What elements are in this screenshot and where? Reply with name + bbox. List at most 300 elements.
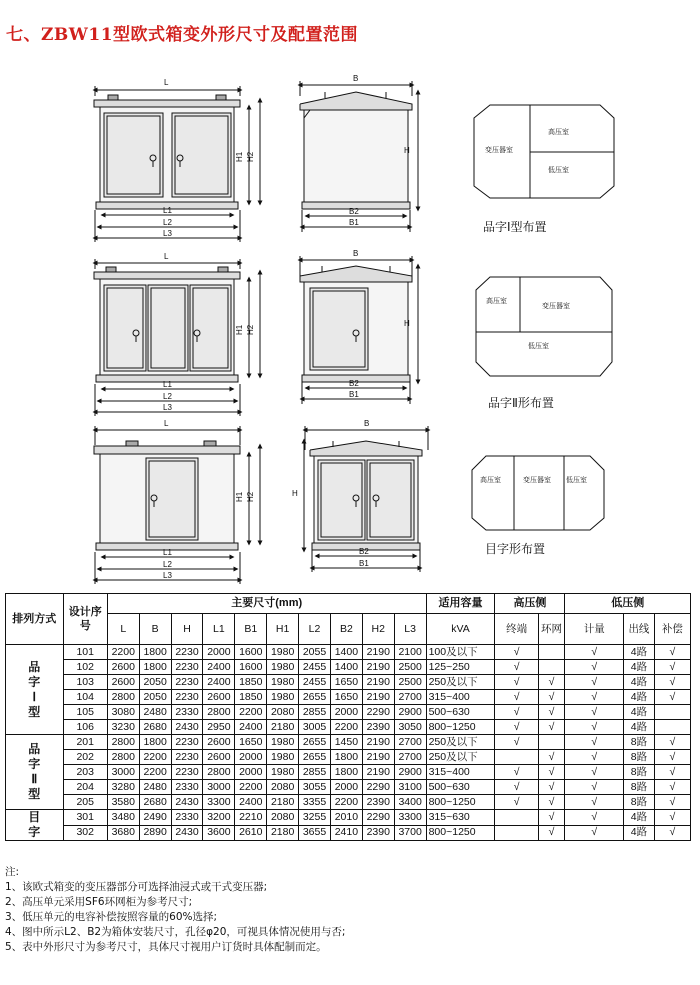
layout2-caption: 品字Ⅱ形布置 <box>488 396 554 410</box>
subheader-cell: B1 <box>235 614 267 645</box>
table-cell: 2010 <box>330 810 362 826</box>
table-row <box>6 705 691 720</box>
table-cell: √ <box>565 675 624 690</box>
label-H1-2: H1 <box>235 324 244 335</box>
table-row <box>6 795 691 810</box>
table-cell: 3000 <box>107 765 139 780</box>
label-B-3: B <box>364 419 370 428</box>
table-cell: √ <box>495 765 538 780</box>
table-row <box>6 765 691 780</box>
table-cell: 1800 <box>330 750 362 765</box>
table-cell: √ <box>495 645 538 660</box>
table-cell: 1650 <box>330 690 362 705</box>
layout3-caption: 目字形布置 <box>485 542 546 556</box>
table-cell: 2200 <box>330 795 362 810</box>
table-cell: 4路 <box>624 705 655 720</box>
table-cell: 2330 <box>171 810 203 826</box>
table-cell: 2900 <box>394 705 426 720</box>
table-cell: 8路 <box>624 735 655 750</box>
table-row <box>6 750 691 765</box>
table-cell: √ <box>495 660 538 675</box>
table-cell: √ <box>565 765 624 780</box>
table-cell: 201 <box>63 735 107 750</box>
subheader-cell: H2 <box>362 614 394 645</box>
table-cell: 1980 <box>267 765 299 780</box>
label-H-2: H <box>404 319 410 328</box>
table-cell: 1980 <box>267 645 299 660</box>
header-capacity: 适用容量 <box>426 594 495 614</box>
table-cell: 2230 <box>171 750 203 765</box>
table-cell: 2230 <box>171 645 203 660</box>
table-cell: √ <box>654 690 690 705</box>
table-cell: 106 <box>63 720 107 735</box>
table-cell: 205 <box>63 795 107 810</box>
table-cell: 2600 <box>203 690 235 705</box>
table-cell: 1650 <box>330 675 362 690</box>
subheader-cell: L2 <box>299 614 331 645</box>
table-cell <box>538 735 565 750</box>
table-cell <box>495 825 538 841</box>
label-H2-1: H2 <box>246 151 255 162</box>
table-cell: 3080 <box>107 705 139 720</box>
table-cell: 2190 <box>362 765 394 780</box>
note-heading: 注: <box>5 866 20 878</box>
table-cell: 2180 <box>267 825 299 841</box>
front-view-three-door <box>94 259 260 416</box>
label-L-1: L <box>164 78 169 87</box>
table-cell: √ <box>654 675 690 690</box>
front-view-two-door <box>94 86 260 242</box>
label-L3-1: L3 <box>163 229 172 238</box>
label-B2-1: B2 <box>349 207 359 216</box>
table-row <box>6 735 691 750</box>
table-cell: 8路 <box>624 795 655 810</box>
table-cell: 3680 <box>107 825 139 841</box>
layout2-room-3: 低压室 <box>528 343 549 350</box>
table-cell: √ <box>565 645 624 660</box>
table-cell: √ <box>565 720 624 735</box>
table-cell: 2230 <box>171 735 203 750</box>
table-cell: 2655 <box>299 735 331 750</box>
table-cell: 1980 <box>267 690 299 705</box>
subheader-cell: B <box>139 614 171 645</box>
subheader-cell: H1 <box>267 614 299 645</box>
table-cell: 2655 <box>299 750 331 765</box>
subheader-cell: 出线 <box>624 614 655 645</box>
table-cell: 2500 <box>394 660 426 675</box>
label-B1-3: B1 <box>359 559 369 568</box>
table-cell: √ <box>538 675 565 690</box>
table-cell: 1600 <box>235 660 267 675</box>
header-main-dims: 主要尺寸(mm) <box>107 594 426 614</box>
table-cell: 2390 <box>362 825 394 841</box>
table-cell: √ <box>565 735 624 750</box>
table-cell: √ <box>538 780 565 795</box>
layout2-room-2: 变压器室 <box>542 303 570 310</box>
table-cell: 2190 <box>362 645 394 660</box>
subheader-cell: B2 <box>330 614 362 645</box>
table-cell: √ <box>495 690 538 705</box>
table-row <box>6 810 691 826</box>
table-cell: 204 <box>63 780 107 795</box>
table-cell: 8路 <box>624 780 655 795</box>
table-cell: 1600 <box>235 645 267 660</box>
table-cell: 2400 <box>203 660 235 675</box>
layout2-room-1: 高压室 <box>486 298 507 305</box>
table-cell: 2855 <box>299 705 331 720</box>
table-cell: 4路 <box>624 825 655 841</box>
layout1-room-3: 低压室 <box>548 167 569 174</box>
table-cell: 100及以下 <box>426 645 495 660</box>
table-cell: 2200 <box>330 720 362 735</box>
table-cell: 1800 <box>330 765 362 780</box>
table-cell: 2200 <box>139 750 171 765</box>
label-H-1: H <box>404 146 410 155</box>
table-cell: 2430 <box>171 720 203 735</box>
table-cell: 2490 <box>139 810 171 826</box>
table-cell: 1980 <box>267 750 299 765</box>
table-cell: 3480 <box>107 810 139 826</box>
label-L-2: L <box>164 252 169 261</box>
label-H2-3: H2 <box>246 491 255 502</box>
subheader-cell: 补偿 <box>654 614 690 645</box>
table-cell: 3005 <box>299 720 331 735</box>
table-cell: √ <box>495 705 538 720</box>
table-cell: 2000 <box>330 705 362 720</box>
table-cell: 315~630 <box>426 810 495 826</box>
table-cell <box>538 645 565 660</box>
table-cell: √ <box>565 795 624 810</box>
table-cell: 2410 <box>330 825 362 841</box>
table-cell: 2480 <box>139 705 171 720</box>
table-cell <box>654 720 690 735</box>
table-cell: 2855 <box>299 765 331 780</box>
side-view-1 <box>300 81 418 232</box>
label-H1-3: H1 <box>235 491 244 502</box>
table-cell: 2500 <box>394 675 426 690</box>
table-cell: √ <box>565 750 624 765</box>
note-item: 5、表中外形尺寸为参考尺寸，具体尺寸视用户订货时具体配制而定。 <box>5 941 327 953</box>
table-cell: 4路 <box>624 810 655 826</box>
table-cell: 1650 <box>235 735 267 750</box>
label-L2-3: L2 <box>163 560 172 569</box>
table-cell: 2900 <box>394 765 426 780</box>
table-cell: 4路 <box>624 720 655 735</box>
table-row <box>6 660 691 675</box>
table-cell: 2000 <box>203 645 235 660</box>
table-cell: 2200 <box>235 780 267 795</box>
label-L3-3: L3 <box>163 571 172 580</box>
table-cell: 1800 <box>139 645 171 660</box>
table-cell <box>495 750 538 765</box>
table-cell: 2330 <box>171 705 203 720</box>
table-cell: 2800 <box>107 690 139 705</box>
table-cell: √ <box>565 810 624 826</box>
table-cell: 2390 <box>362 720 394 735</box>
table-cell: 2230 <box>171 660 203 675</box>
table-cell: 2400 <box>235 795 267 810</box>
table-cell: 1980 <box>267 735 299 750</box>
table-cell: 2190 <box>362 660 394 675</box>
header-arrangement: 排列方式 <box>6 594 64 645</box>
layout1-caption: 品字Ⅰ型布置 <box>483 220 547 234</box>
table-cell: √ <box>565 825 624 841</box>
table-cell <box>538 660 565 675</box>
table-cell: 250及以下 <box>426 750 495 765</box>
table-cell: 2200 <box>107 645 139 660</box>
subheader-row <box>6 614 691 645</box>
table-cell: 3300 <box>203 795 235 810</box>
subheader-cell: H <box>171 614 203 645</box>
table-cell: 1400 <box>330 660 362 675</box>
table-cell: √ <box>495 720 538 735</box>
table-cell: 301 <box>63 810 107 826</box>
table-cell: 2100 <box>394 645 426 660</box>
table-cell: 2400 <box>203 675 235 690</box>
layout1-room-2: 高压室 <box>548 129 569 136</box>
layout3-room-2: 变压器室 <box>523 477 551 484</box>
table-cell: 3355 <box>299 795 331 810</box>
table-cell: 103 <box>63 675 107 690</box>
table-cell: 2610 <box>235 825 267 841</box>
table-cell: 4路 <box>624 660 655 675</box>
group-name: 目字 <box>28 810 41 839</box>
label-L2-1: L2 <box>163 218 172 227</box>
group-name-cell <box>6 810 64 841</box>
table-cell: 2190 <box>362 690 394 705</box>
table-cell: 2600 <box>107 675 139 690</box>
table-cell <box>495 810 538 826</box>
table-body <box>6 645 691 841</box>
table-cell: √ <box>654 735 690 750</box>
label-H-3: H <box>292 489 298 498</box>
table-cell: 2600 <box>107 660 139 675</box>
table-cell: 2180 <box>267 795 299 810</box>
table-cell: 2480 <box>139 780 171 795</box>
table-cell: √ <box>495 675 538 690</box>
table-cell: √ <box>538 765 565 780</box>
note-item: 3、低压单元的电容补偿按照容量的60%选择; <box>5 911 218 923</box>
table-cell: 2890 <box>139 825 171 841</box>
label-H1-1: H1 <box>235 151 244 162</box>
table-cell: 1850 <box>235 690 267 705</box>
table-cell: 125~250 <box>426 660 495 675</box>
layout3-room-1: 高压室 <box>480 477 501 484</box>
front-view-single-door <box>94 426 260 584</box>
table-cell: 104 <box>63 690 107 705</box>
table-row <box>6 825 691 841</box>
table-cell: √ <box>538 810 565 826</box>
table-cell: √ <box>565 660 624 675</box>
table-cell: 4路 <box>624 645 655 660</box>
page-title: 七、ZBW11型欧式箱变外形尺寸及配置范围 <box>6 25 359 45</box>
table-cell: 1980 <box>267 660 299 675</box>
table-cell: 1800 <box>139 735 171 750</box>
table-cell: 2050 <box>139 690 171 705</box>
group-name-cell <box>6 735 64 810</box>
group-name-cell <box>6 645 64 735</box>
config-table <box>5 593 691 841</box>
table-cell: √ <box>654 825 690 841</box>
table-cell <box>654 705 690 720</box>
table-cell: 2180 <box>267 720 299 735</box>
table-cell: 2680 <box>139 720 171 735</box>
table-cell: √ <box>654 645 690 660</box>
table-cell: √ <box>654 660 690 675</box>
table-cell: 101 <box>63 645 107 660</box>
table-cell: 2080 <box>267 780 299 795</box>
table-cell: 2330 <box>171 780 203 795</box>
label-L1-2: L1 <box>163 380 172 389</box>
table-cell: 102 <box>63 660 107 675</box>
table-cell: 203 <box>63 765 107 780</box>
table-cell: 800~1250 <box>426 825 495 841</box>
table-cell: 8路 <box>624 765 655 780</box>
table-cell: 2200 <box>139 765 171 780</box>
table-cell: 3255 <box>299 810 331 826</box>
label-B-2: B <box>353 249 359 258</box>
table-cell: √ <box>565 705 624 720</box>
header-lv-side: 低压侧 <box>565 594 691 614</box>
table-cell: √ <box>565 780 624 795</box>
table-cell: 2950 <box>203 720 235 735</box>
table-row <box>6 780 691 795</box>
table-cell: 2290 <box>362 705 394 720</box>
table-cell: 3000 <box>203 780 235 795</box>
table-cell: √ <box>538 690 565 705</box>
label-B1-1: B1 <box>349 218 359 227</box>
label-L-3: L <box>164 419 169 428</box>
table-cell: 2430 <box>171 825 203 841</box>
group-name: 品字Ⅰ型 <box>28 659 41 719</box>
table-row <box>6 675 691 690</box>
layout-diagram-2 <box>476 277 612 376</box>
label-L3-2: L3 <box>163 403 172 412</box>
table-cell: 302 <box>63 825 107 841</box>
subheader-cell: 环网 <box>538 614 565 645</box>
header-design-no: 设计序号 <box>63 594 107 645</box>
table-cell: 2080 <box>267 810 299 826</box>
table-row <box>6 690 691 705</box>
table-cell: 3050 <box>394 720 426 735</box>
table-cell: √ <box>654 765 690 780</box>
subheader-cell: 计量 <box>565 614 624 645</box>
header-hv-side: 高压侧 <box>495 594 565 614</box>
label-L2-2: L2 <box>163 392 172 401</box>
table-cell: 2055 <box>299 645 331 660</box>
subheader-cell: 终端 <box>495 614 538 645</box>
table-cell: 2700 <box>394 690 426 705</box>
table-cell: 2290 <box>362 810 394 826</box>
layout1-room-1: 变压器室 <box>485 147 513 154</box>
layout3-room-3: 低压室 <box>566 477 587 484</box>
side-view-2 <box>300 256 418 404</box>
table-cell: √ <box>654 795 690 810</box>
table-cell: 2000 <box>235 765 267 780</box>
table-cell: 2190 <box>362 750 394 765</box>
label-B2-3: B2 <box>359 547 369 556</box>
table-cell: 2210 <box>235 810 267 826</box>
table-cell: 2455 <box>299 675 331 690</box>
table-cell: 315~400 <box>426 765 495 780</box>
table-cell: 2400 <box>235 720 267 735</box>
subheader-cell: L1 <box>203 614 235 645</box>
label-L1-1: L1 <box>163 206 172 215</box>
table-cell: 1450 <box>330 735 362 750</box>
table-cell: 3230 <box>107 720 139 735</box>
label-B-1: B <box>353 74 359 83</box>
table-cell: 2600 <box>203 750 235 765</box>
group-name: 品字Ⅱ型 <box>28 742 41 801</box>
note-item: 2、高压单元采用SF6环网柜为参考尺寸; <box>5 896 193 908</box>
table-cell: 2290 <box>362 780 394 795</box>
label-B2-2: B2 <box>349 379 359 388</box>
table-cell: √ <box>654 750 690 765</box>
table-cell: 800~1250 <box>426 795 495 810</box>
table-cell: 3400 <box>394 795 426 810</box>
subheader-cell: L3 <box>394 614 426 645</box>
table-cell: √ <box>538 750 565 765</box>
table-cell: √ <box>565 690 624 705</box>
table-cell: 2655 <box>299 690 331 705</box>
table-cell: 250及以下 <box>426 675 495 690</box>
table-cell: 2800 <box>203 705 235 720</box>
label-L1-3: L1 <box>163 548 172 557</box>
table-cell: 2800 <box>203 765 235 780</box>
table-cell: 8路 <box>624 750 655 765</box>
table-cell: 3700 <box>394 825 426 841</box>
table-cell: 3280 <box>107 780 139 795</box>
table-cell: √ <box>538 720 565 735</box>
table-cell: 1980 <box>267 675 299 690</box>
table-cell: 2190 <box>362 675 394 690</box>
table-cell: 3580 <box>107 795 139 810</box>
table-cell: 2000 <box>330 780 362 795</box>
table-cell: 2230 <box>171 765 203 780</box>
table-cell: √ <box>654 780 690 795</box>
table-cell: 500~630 <box>426 705 495 720</box>
table-cell: 4路 <box>624 690 655 705</box>
table-cell: 2190 <box>362 735 394 750</box>
label-H2-2: H2 <box>246 324 255 335</box>
subheader-cell: L <box>107 614 139 645</box>
table-cell: 2430 <box>171 795 203 810</box>
table-cell: 2680 <box>139 795 171 810</box>
table-cell: 800~1250 <box>426 720 495 735</box>
table-cell: 2700 <box>394 735 426 750</box>
layout-diagram-3 <box>472 456 604 530</box>
table-cell: 2800 <box>107 735 139 750</box>
table-cell: 105 <box>63 705 107 720</box>
notes <box>5 865 375 955</box>
table-cell: 3600 <box>203 825 235 841</box>
table-cell: 2800 <box>107 750 139 765</box>
table-cell: 3055 <box>299 780 331 795</box>
table-cell: 500~630 <box>426 780 495 795</box>
table-cell: 2080 <box>267 705 299 720</box>
table-cell: 3200 <box>203 810 235 826</box>
table-cell: 4路 <box>624 675 655 690</box>
table-row <box>6 645 691 660</box>
table-cell: 1800 <box>139 660 171 675</box>
table-cell: 202 <box>63 750 107 765</box>
note-item: 4、图中所示L2、B2为箱体安装尺寸，孔径φ20，可视具体情况使用与否; <box>5 926 346 938</box>
table-cell: 2050 <box>139 675 171 690</box>
table-row <box>6 720 691 735</box>
table-cell: √ <box>538 705 565 720</box>
table-cell: √ <box>538 795 565 810</box>
table-cell: 2390 <box>362 795 394 810</box>
